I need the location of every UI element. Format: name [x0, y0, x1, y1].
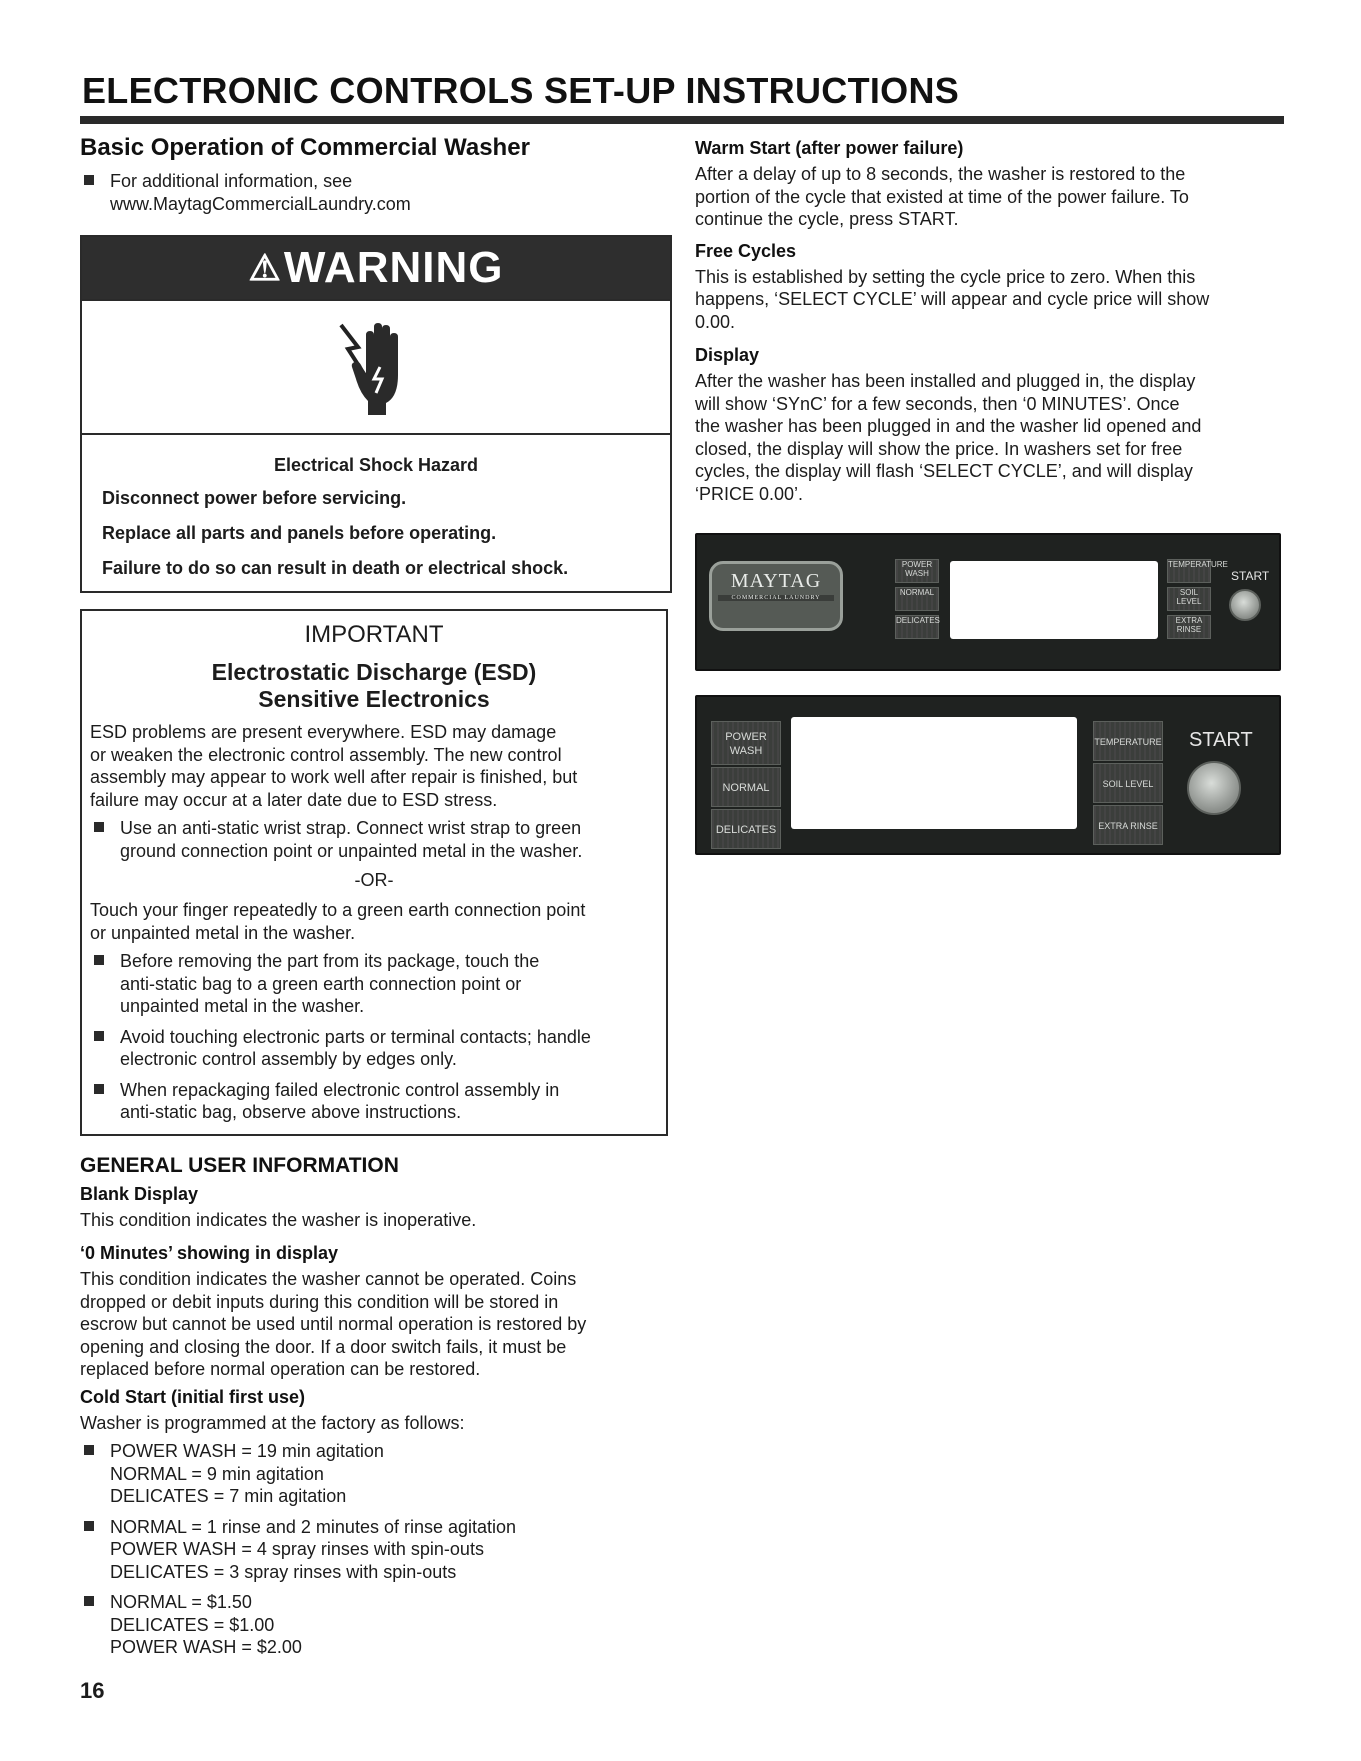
text-line: POWER WASH = $2.00	[110, 1637, 302, 1657]
list-item	[90, 950, 658, 1018]
list-item	[90, 817, 658, 862]
start-label: START	[1189, 729, 1253, 751]
delicates-button[interactable]: DELICATES	[711, 809, 781, 849]
text-line: DELICATES = 7 min agitation	[110, 1486, 347, 1506]
text-line: closed, the display will show the price. In washers set for free	[695, 438, 1183, 459]
blank-display-title: Blank Display	[80, 1183, 199, 1204]
power-wash-button[interactable]: POWER WASH	[711, 721, 781, 765]
display-text	[695, 370, 1285, 505]
esd-bullets-b	[90, 950, 658, 1124]
free-cycles-text	[695, 266, 1285, 334]
panel-display	[950, 561, 1158, 639]
text-line: NORMAL = 9 min agitation	[110, 1463, 324, 1484]
text-line: POWER WASH = 4 spray rinses with spin-outs	[110, 1539, 484, 1559]
list-item	[80, 170, 670, 215]
panel-display	[791, 717, 1077, 829]
warning-box	[80, 235, 672, 593]
cold-start-intro: Washer is programmed at the factory as follows:	[80, 1412, 465, 1433]
free-cycles-title: Free Cycles	[695, 240, 797, 261]
power-wash-button[interactable]: POWER WASH	[895, 559, 939, 583]
bullet-square-icon	[94, 1031, 104, 1041]
bullet-square-icon	[84, 1445, 94, 1455]
important-subtitle	[90, 659, 658, 713]
text-line: opening and closing the door. If a door switch fails, it must be	[80, 1336, 567, 1357]
warning-triangle-icon: ⚠	[248, 247, 282, 288]
basic-operation-heading: Basic Operation of Commercial Washer	[80, 134, 530, 161]
text-line: NORMAL = 1 rinse and 2 minutes of rinse agitation	[110, 1516, 517, 1537]
text-line: or weaken the electronic control assembly. The new control	[90, 744, 562, 765]
blank-display-text: This condition indicates the washer is inoperative.	[80, 1209, 477, 1230]
logo-text: MAYTAG	[730, 570, 822, 592]
warm-start-text	[695, 163, 1285, 231]
text-line: After a delay of up to 8 seconds, the washer is restored to the	[695, 164, 1186, 184]
basic-bullets	[80, 170, 670, 215]
text-line: cycles, the display will flash ‘SELECT CYCLE’, and will display	[695, 461, 1193, 481]
general-user-information	[80, 1154, 670, 1659]
text-line: After the washer has been installed and plugged in, the display	[695, 371, 1196, 391]
important-box	[80, 609, 668, 1136]
warning-line: Failure to do so can result in death or electrical shock.	[102, 558, 569, 578]
important-title: IMPORTANT	[304, 621, 444, 648]
delicates-button[interactable]: DELICATES	[895, 615, 939, 639]
list-item	[80, 1440, 670, 1508]
hazard-title: Electrical Shock Hazard	[273, 455, 479, 475]
text-line: escrow but cannot be used until normal operation is restored by	[80, 1314, 587, 1334]
text-line: happens, ‘SELECT CYCLE’ will appear and cycle price will show	[695, 289, 1210, 309]
cold-start-title: Cold Start (initial first use)	[80, 1386, 306, 1407]
list-item	[90, 1026, 658, 1071]
text-line: POWER WASH = 19 min agitation	[110, 1441, 384, 1461]
esd-touch	[90, 899, 658, 944]
title-rule	[80, 116, 1284, 124]
warning-line: Replace all parts and panels before operating.	[102, 523, 497, 543]
bullet-text: For additional information, see	[110, 171, 353, 191]
normal-button[interactable]: NORMAL	[895, 587, 939, 611]
maytag-logo	[709, 561, 843, 631]
text-line: continue the cycle, press START.	[695, 209, 959, 229]
text-line: failure may occur at a later date due to ESD stress.	[90, 789, 498, 810]
general-heading: GENERAL USER INFORMATION	[80, 1153, 399, 1177]
esd-intro	[90, 721, 658, 811]
text-line: anti-static bag to a green earth connection point or	[120, 973, 522, 994]
text-line: the washer has been plugged in and the washer lid opened and	[695, 416, 1202, 436]
text-line: This condition indicates the washer cannot be operated. Coins	[80, 1269, 577, 1289]
bullet-square-icon	[84, 175, 94, 185]
control-panel-with-logo	[695, 533, 1281, 671]
warning-banner	[82, 237, 670, 299]
bullet-square-icon	[94, 1084, 104, 1094]
website-link[interactable]: www.MaytagCommercialLaundry.com	[110, 193, 411, 214]
text-line: Before removing the part from its package, touch the	[120, 951, 540, 971]
subtitle-line: Electrostatic Discharge (ESD)	[211, 659, 537, 685]
text-line: dropped or debit inputs during this condition will be stored in	[80, 1291, 559, 1312]
text-line: ground connection point or unpainted metal in the washer.	[120, 840, 583, 861]
text-line: ‘PRICE 0.00’.	[695, 483, 804, 504]
extra-rinse-button[interactable]: EXTRA RINSE	[1167, 615, 1211, 639]
left-column	[80, 134, 670, 1667]
start-label: START	[1231, 569, 1270, 583]
warm-start-title: Warm Start (after power failure)	[695, 138, 964, 158]
text-line: assembly may appear to work well after repair is finished, but	[90, 767, 578, 787]
warning-icon-area	[82, 299, 670, 435]
control-panel-closeup	[695, 695, 1281, 855]
list-item	[80, 1516, 670, 1584]
logo-subtext: COMMERCIAL LAUNDRY	[718, 595, 834, 601]
text-line: When repackaging failed electronic control assembly in	[120, 1079, 560, 1100]
text-line: or unpainted metal in the washer.	[90, 922, 356, 943]
zero-minutes-title: ‘0 Minutes’ showing in display	[80, 1243, 339, 1263]
text-line: will show ‘SYnC’ for a few seconds, then ‘0 MINUTES’. Once	[695, 393, 1180, 414]
text-line: NORMAL = $1.50	[110, 1592, 252, 1612]
list-item	[80, 1591, 670, 1659]
text-line: unpainted metal in the washer.	[120, 996, 365, 1016]
esd-bullets-a	[90, 817, 658, 862]
electrical-shock-hand-icon	[336, 317, 416, 417]
text-line: ESD problems are present everywhere. ESD may damage	[90, 722, 557, 742]
bullet-square-icon	[94, 955, 104, 965]
right-column	[695, 134, 1285, 855]
warning-line: Disconnect power before servicing.	[102, 488, 407, 508]
start-button[interactable]	[1187, 761, 1241, 815]
text-line: DELICATES = 3 spray rinses with spin-outs	[110, 1561, 457, 1582]
text-line: DELICATES = $1.00	[110, 1614, 275, 1635]
bullet-square-icon	[84, 1596, 94, 1606]
bullet-square-icon	[94, 822, 104, 832]
extra-rinse-button[interactable]: EXTRA RINSE	[1093, 805, 1163, 845]
start-button[interactable]	[1229, 589, 1261, 621]
text-line: portion of the cycle that existed at time of the power failure. To	[695, 186, 1189, 207]
text-line: anti-static bag, observe above instructions.	[120, 1102, 462, 1122]
warning-banner-text: WARNING	[283, 243, 504, 292]
text-line: Use an anti-static wrist strap. Connect wrist strap to green	[120, 818, 582, 838]
warning-text	[82, 435, 670, 591]
cold-start-bullets	[80, 1440, 670, 1659]
text-line: 0.00.	[695, 311, 736, 332]
soil-level-button[interactable]: SOIL LEVEL	[1093, 763, 1163, 803]
temperature-button[interactable]: TEMPERATURE	[1093, 721, 1163, 761]
page-number: 16	[80, 1678, 105, 1703]
list-item	[90, 1079, 658, 1124]
soil-level-button[interactable]: SOIL LEVEL	[1167, 587, 1211, 611]
text-line: Avoid touching electronic parts or terminal contacts; handle	[120, 1026, 591, 1047]
normal-button[interactable]: NORMAL	[711, 767, 781, 807]
text-line: replaced before normal operation can be restored.	[80, 1359, 481, 1379]
bullet-square-icon	[84, 1521, 94, 1531]
text-line: This is established by setting the cycle price to zero. When this	[695, 266, 1196, 287]
subtitle-line: Sensitive Electronics	[258, 686, 490, 712]
text-line: electronic control assembly by edges only.	[120, 1049, 457, 1069]
or-separator: -OR-	[354, 870, 394, 890]
page-title: ELECTRONIC CONTROLS SET-UP INSTRUCTIONS	[82, 70, 960, 111]
text-line: Touch your finger repeatedly to a green earth connection point	[90, 900, 586, 920]
zero-minutes-text	[80, 1268, 670, 1381]
temperature-button[interactable]: TEMPERATURE	[1167, 559, 1211, 583]
display-title: Display	[695, 345, 760, 365]
